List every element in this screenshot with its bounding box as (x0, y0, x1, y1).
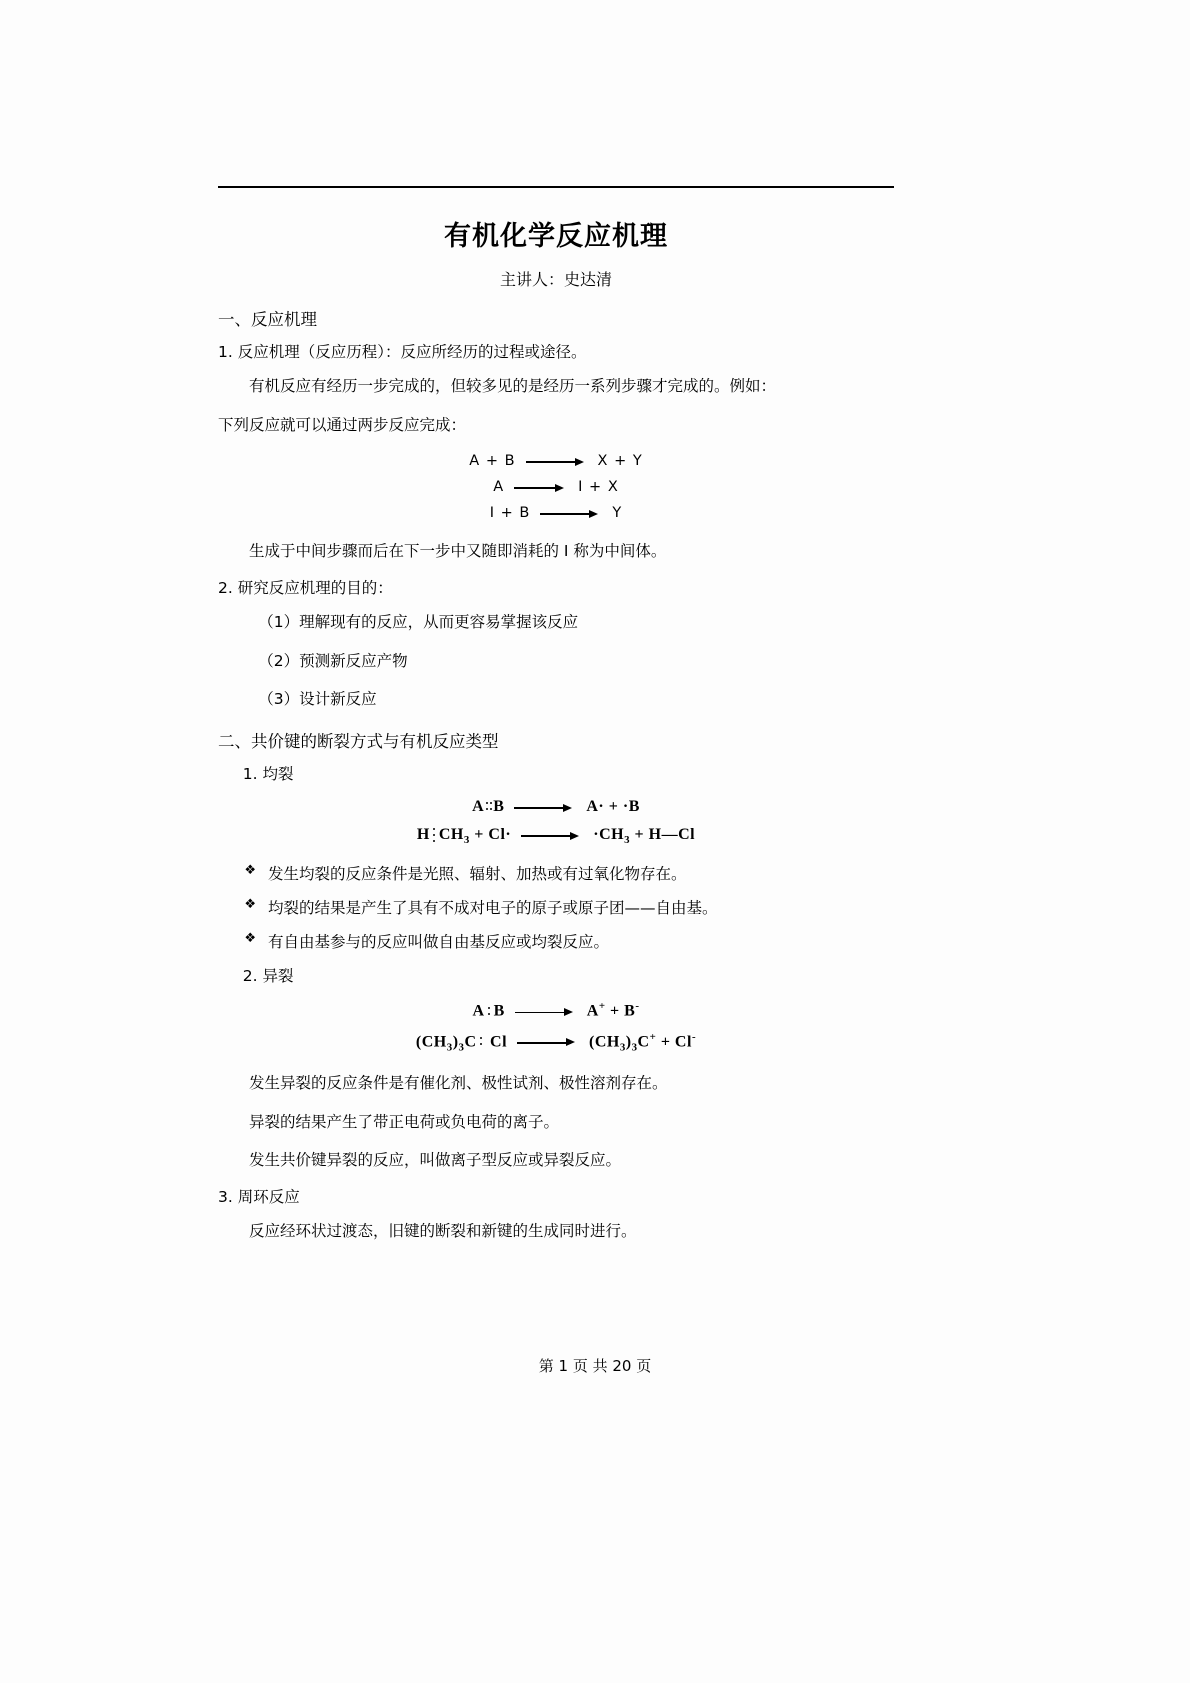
equation-6-mid: B (493, 1002, 505, 1020)
equation-7-sup-minus: - (691, 1030, 697, 1043)
reaction-arrow-icon (514, 802, 576, 812)
equation-1-left: A + B (469, 453, 516, 470)
equation-6-right-mid: + B (605, 1002, 636, 1020)
equation-7-right-a: (CH (589, 1032, 620, 1050)
bullet-item (244, 930, 894, 952)
equation-5-left: H (416, 826, 430, 844)
equation-2-right: I + X (578, 479, 619, 496)
paragraph-6: 发生共价键异裂的反应，叫做离子型反应或异裂反应。 (249, 1151, 622, 1170)
equation-line-2 (218, 479, 894, 495)
document-subtitle: 主讲人：史达清 (499, 270, 612, 289)
equation-line-3 (218, 505, 894, 521)
equation-5-mid: CH (438, 826, 464, 844)
bullet-list-homolysis (218, 862, 894, 952)
sub-item-2-1: （1）理解现有的反应，从而更容易掌握该反应 (258, 613, 579, 632)
heading-section-2: 二、共价键的断裂方式与有机反应类型 (218, 732, 499, 752)
equation-block-2 (218, 798, 894, 846)
page-content (218, 186, 894, 1256)
equation-7-sup-plus: + (649, 1030, 657, 1043)
page-footer: 第 1 页 共 20 页 (538, 1357, 652, 1375)
paragraph-7: 反应经环状过渡态，旧键的断裂和新键的生成同时进行。 (249, 1222, 637, 1241)
subheading-2-heterolysis: 2. 异裂 (242, 967, 294, 986)
equation-7-rsub-2: 3 (631, 1041, 638, 1054)
paragraph-5: 异裂的结果产生了带正电荷或负电荷的离子。 (249, 1112, 560, 1131)
page-title: 有机化学反应机理 (444, 221, 668, 252)
header-rule (218, 186, 894, 188)
equation-7-left-d: Cl (485, 1032, 508, 1050)
equation-7-right-c: C (637, 1032, 650, 1050)
reaction-arrow-icon (517, 1037, 579, 1047)
equation-5-plus: + Cl· (469, 826, 512, 844)
bullet-item (244, 862, 894, 884)
equation-line-7 (218, 1031, 894, 1054)
reaction-arrow-icon (521, 830, 583, 840)
equation-7-rsub-1: 3 (619, 1041, 626, 1054)
reaction-arrow-icon (515, 1007, 577, 1017)
numbered-item-1: 1. 反应机理（反应历程）：反应所经历的过程或途径。 (218, 343, 587, 361)
equation-7-left-b: ) (452, 1032, 459, 1050)
equation-7-right-b: ) (625, 1032, 632, 1050)
equation-6-left: A (472, 1002, 485, 1020)
equation-3-right: Y (612, 505, 623, 522)
reaction-arrow-icon (514, 482, 568, 492)
equation-block-1 (218, 453, 894, 521)
equation-7-left-a: (CH (415, 1032, 447, 1050)
paragraph-4: 发生异裂的反应条件是有催化剂、极性试剂、极性溶剂存在。 (249, 1074, 668, 1093)
equation-line-4 (218, 798, 894, 816)
reaction-arrow-icon (540, 508, 602, 518)
bullet-text: 发生均裂的反应条件是光照、辐射、加热或有过氧化物存在。 (268, 865, 687, 884)
bullet-text: 有自由基参与的反应叫做自由基反应或均裂反应。 (268, 933, 610, 952)
equation-1-right: X + Y (597, 453, 643, 470)
paragraph-1: 有机反应有经历一步完成的，但较多见的是经历一系列步骤才完成的。例如： (249, 377, 777, 395)
equation-6-sup-minus: - (635, 1000, 640, 1013)
heading-section-1: 一、反应机理 (218, 310, 317, 329)
diamond-bullet-icon: ❖ (244, 897, 256, 913)
equation-7-right-d: + Cl (656, 1032, 692, 1050)
diamond-bullet-icon: ❖ (244, 863, 256, 879)
subheading-1-homolysis: 1. 均裂 (242, 765, 294, 784)
equation-3-left: I + B (489, 505, 531, 522)
reaction-arrow-icon (526, 456, 588, 466)
bullet-item (244, 896, 894, 918)
equation-6-sup-plus: + (598, 1000, 606, 1013)
equation-4-right: A· + ·B (586, 798, 640, 816)
equation-4-mid: B (493, 798, 505, 816)
numbered-item-2: 2. 研究反应机理的目的： (218, 579, 393, 598)
paragraph-3: 生成于中间步骤而后在下一步中又随即消耗的 I 称为中间体。 (249, 542, 667, 561)
equation-line-6 (218, 1000, 894, 1020)
equation-7-left-c: C (464, 1032, 477, 1050)
equation-5-right-sub: 3 (624, 834, 631, 847)
equation-4-left: A (472, 798, 485, 816)
subheading-3-pericyclic: 3. 周环反应 (218, 1188, 300, 1207)
equation-7-sub-2: 3 (458, 1041, 465, 1054)
sub-item-2-3: （3）设计新反应 (258, 690, 377, 709)
equation-block-3 (218, 1000, 894, 1053)
equation-5-sub: 3 (463, 834, 470, 847)
equation-line-1 (218, 453, 894, 469)
equation-5-right-a: ·CH (593, 826, 625, 844)
sub-item-2-2: （2）预测新反应产物 (258, 651, 408, 670)
equation-6-right-a: A (586, 1002, 599, 1020)
bullet-text: 均裂的结果是产生了具有不成对电子的原子或原子团——自由基。 (268, 899, 718, 918)
equation-5-right-b: + H—Cl (630, 826, 696, 844)
equation-line-5 (218, 826, 894, 846)
paragraph-2: 下列反应就可以通过两步反应完成： (218, 415, 467, 434)
equation-2-left: A (493, 479, 505, 496)
diamond-bullet-icon: ❖ (244, 931, 256, 947)
equation-7-sub-1: 3 (446, 1041, 453, 1054)
